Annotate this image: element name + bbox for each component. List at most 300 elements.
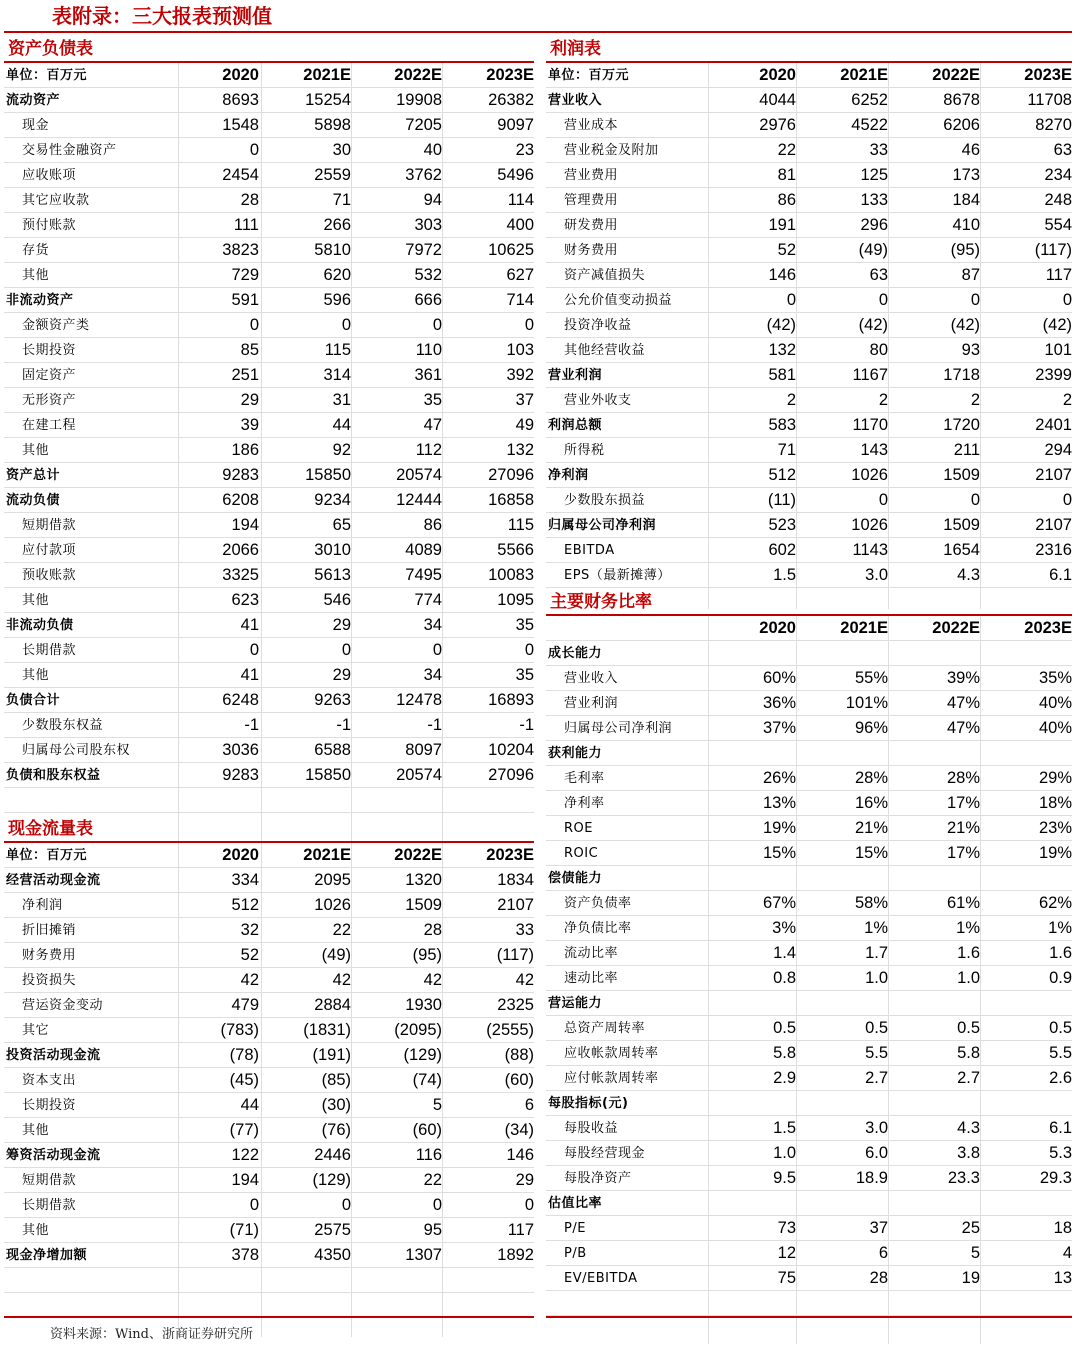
value-cell-4: 37: [515, 391, 534, 409]
value-cell-3: 12444: [396, 491, 442, 509]
value-cell-3: 1.0: [957, 969, 980, 987]
table-row: [4, 163, 534, 188]
value-cell-2: 31: [332, 391, 351, 409]
row-label: 应付帐款周转率: [564, 1071, 659, 1086]
row-label: 短期借款: [22, 1173, 77, 1188]
cash-flow-table: [4, 816, 534, 1318]
row-label: 投资活动现金流: [6, 1048, 101, 1063]
value-cell-1: 6208: [222, 491, 259, 509]
value-cell-2: 546: [323, 591, 351, 609]
value-cell-4: 0.9: [1049, 969, 1072, 987]
table-row: [4, 1243, 534, 1268]
row-label: 营业利润: [548, 368, 603, 383]
table-row: [546, 991, 1072, 1016]
value-cell-3: (42): [950, 316, 980, 334]
row-label: 净负债比率: [564, 921, 632, 936]
table-row: [546, 766, 1072, 791]
row-label: 非流动资产: [6, 293, 74, 308]
row-label: 营业外收支: [564, 393, 632, 408]
value-cell-3: (129): [403, 1046, 442, 1064]
row-label: 应收帐款周转率: [564, 1046, 659, 1061]
value-cell-2: 596: [323, 291, 351, 309]
value-cell-1: 2976: [759, 116, 796, 134]
value-cell-2: 133: [860, 191, 888, 209]
value-cell-4: 400: [506, 216, 534, 234]
value-cell-1: 71: [777, 441, 796, 459]
value-cell-1: (11): [767, 491, 796, 509]
value-cell-3: 20574: [396, 766, 442, 784]
column-divider: [261, 63, 262, 843]
table-row: [4, 1168, 534, 1193]
value-cell-2: 1.7: [865, 944, 888, 962]
table-row: [4, 538, 534, 563]
value-cell-1: 28: [240, 191, 259, 209]
value-cell-2: (85): [321, 1071, 351, 1089]
value-cell-4: 2023E: [486, 846, 534, 864]
table-row: [546, 313, 1072, 338]
value-cell-4: 714: [506, 291, 534, 309]
table-row: [546, 413, 1072, 438]
value-cell-2: [800, 866, 888, 891]
table-row: [4, 138, 534, 163]
value-cell-1: 334: [231, 871, 259, 889]
value-cell-1: 0.5: [773, 1019, 796, 1037]
value-cell-3: 1%: [956, 919, 980, 937]
table-row: [546, 188, 1072, 213]
value-cell-3: 1320: [405, 871, 442, 889]
balance-sheet-title: 资产负债表: [4, 36, 534, 63]
table-row: [546, 213, 1072, 238]
financial-ratios-title: 主要财务比率: [546, 589, 1072, 616]
value-cell-1: 623: [231, 591, 259, 609]
value-cell-3: 7205: [405, 116, 442, 134]
value-cell-2: 6588: [314, 741, 351, 759]
row-label: 营业税金及附加: [564, 143, 659, 158]
value-cell-4: 40%: [1038, 719, 1072, 737]
table-row: [546, 1066, 1072, 1091]
table-row: [4, 563, 534, 588]
value-cell-2: [266, 1293, 351, 1318]
table-row: [546, 716, 1072, 741]
value-cell-3: 2.7: [957, 1069, 980, 1087]
value-cell-4: 26382: [488, 91, 534, 109]
row-label: 流动资产: [6, 93, 61, 108]
row-label: 金额资产类: [22, 318, 90, 333]
value-cell-3: 22: [423, 1171, 442, 1189]
column-divider: [351, 843, 352, 1337]
value-cell-2: 4350: [314, 1246, 351, 1264]
value-cell-2: 16%: [854, 794, 888, 812]
value-cell-1: 591: [231, 291, 259, 309]
row-label: 每股净资产: [564, 1171, 632, 1186]
table-row: [546, 1091, 1072, 1116]
table-row: [546, 641, 1072, 666]
value-cell-3: 21%: [946, 819, 980, 837]
value-cell-4: 2: [1062, 391, 1072, 409]
row-label: 营业成本: [564, 118, 619, 133]
table-row: [546, 113, 1072, 138]
value-cell-4: 10625: [488, 241, 534, 259]
value-cell-2: 5613: [314, 566, 351, 584]
page-title: 表附录：三大报表预测值: [52, 4, 272, 28]
value-cell-3: 2022E: [932, 66, 980, 84]
value-cell-4: [984, 741, 1072, 766]
value-cell-1: 146: [768, 266, 796, 284]
value-cell-3: 93: [961, 341, 980, 359]
value-cell-3: 17%: [946, 844, 980, 862]
table-row: [4, 688, 534, 713]
value-cell-2: 0: [341, 316, 351, 334]
value-cell-2: 15254: [305, 91, 351, 109]
value-cell-1: (78): [229, 1046, 259, 1064]
value-cell-1: 5.8: [773, 1044, 796, 1062]
value-cell-3: [892, 1191, 980, 1216]
row-label: 营业收入: [564, 671, 619, 686]
value-cell-2: 9263: [314, 691, 351, 709]
value-cell-3: 184: [952, 191, 980, 209]
value-cell-4: [450, 1293, 534, 1318]
value-cell-4: 0: [524, 641, 534, 659]
value-cell-1: 42: [240, 971, 259, 989]
value-cell-3: 112: [415, 441, 442, 459]
value-cell-4: 1%: [1048, 919, 1072, 937]
row-label: 归属母公司净利润: [564, 721, 673, 736]
value-cell-3: 1307: [405, 1246, 442, 1264]
value-cell-4: 132: [506, 441, 534, 459]
value-cell-3: 110: [415, 341, 442, 359]
value-cell-2: 1167: [852, 366, 888, 384]
value-cell-4: 11708: [1027, 91, 1072, 109]
table-row: [546, 488, 1072, 513]
table-row: [4, 763, 534, 788]
value-cell-2: 2095: [314, 871, 351, 889]
value-cell-2: 0.5: [865, 1019, 888, 1037]
value-cell-3: 7972: [405, 241, 442, 259]
value-cell-2: 0: [341, 641, 351, 659]
value-cell-3: [356, 1293, 442, 1318]
value-cell-1: 1.5: [773, 566, 796, 584]
table-row: [4, 918, 534, 943]
value-cell-4: 29: [515, 1171, 534, 1189]
value-cell-2: 29: [332, 616, 351, 634]
row-label: 长期投资: [22, 1098, 77, 1113]
table-row: [4, 1043, 534, 1068]
table-row: [546, 891, 1072, 916]
table-row: [546, 363, 1072, 388]
table-row: [4, 213, 534, 238]
value-cell-2: 4522: [851, 116, 888, 134]
value-cell-2: 5810: [314, 241, 351, 259]
value-cell-2: [800, 991, 888, 1016]
value-cell-3: 8678: [943, 91, 980, 109]
value-cell-4: 1.6: [1049, 944, 1072, 962]
row-label: 公允价值变动损益: [564, 293, 673, 308]
value-cell-2: 92: [332, 441, 351, 459]
value-cell-4: 0: [1062, 291, 1072, 309]
value-cell-3: (95): [412, 946, 442, 964]
value-cell-1: 19%: [762, 819, 796, 837]
value-cell-1: 13%: [762, 794, 796, 812]
value-cell-3: 94: [423, 191, 442, 209]
value-cell-1: 512: [768, 466, 796, 484]
table-row: [4, 738, 534, 763]
table-row: [4, 313, 534, 338]
table-row: [4, 463, 534, 488]
table-row: [4, 188, 534, 213]
value-cell-1: 39: [240, 416, 259, 434]
value-cell-1: (42): [766, 316, 796, 334]
value-cell-4: 18%: [1038, 794, 1072, 812]
value-cell-1: 122: [231, 1146, 259, 1164]
value-cell-2: 15850: [305, 466, 351, 484]
header-row: [4, 843, 534, 868]
row-label: 其他: [22, 443, 50, 458]
value-cell-2: 296: [860, 216, 888, 234]
row-label: 其他: [22, 593, 50, 608]
left-bottom-rule: [4, 1316, 534, 1318]
value-cell-4: 27096: [488, 766, 534, 784]
value-cell-2: 29: [332, 666, 351, 684]
value-cell-4: 2107: [1035, 516, 1072, 534]
value-cell-1: 12: [777, 1244, 796, 1262]
row-label: 长期借款: [22, 643, 77, 658]
value-cell-1: 15%: [762, 844, 796, 862]
value-cell-1: 9283: [222, 466, 259, 484]
value-cell-1: 479: [231, 996, 259, 1014]
row-label: 其他: [22, 1223, 50, 1238]
value-cell-3: 86: [423, 516, 442, 534]
value-cell-2: 65: [332, 516, 351, 534]
table-row: [546, 463, 1072, 488]
value-cell-3: 4.3: [957, 566, 980, 584]
row-label: 资产负债率: [564, 896, 632, 911]
row-label: 在建工程: [22, 418, 77, 433]
value-cell-2: [800, 1091, 888, 1116]
row-label: 每股指标(元): [548, 1096, 629, 1111]
value-cell-4: 0: [1062, 491, 1072, 509]
table-row: [4, 893, 534, 918]
value-cell-3: [356, 788, 442, 813]
value-cell-4: 33: [515, 921, 534, 939]
table-row: [546, 691, 1072, 716]
table-row: [4, 1143, 534, 1168]
value-cell-2: [266, 1268, 351, 1293]
row-label: 其他: [22, 1123, 50, 1138]
value-cell-2: 620: [323, 266, 351, 284]
value-cell-3: 361: [414, 366, 442, 384]
value-cell-2: 5898: [314, 116, 351, 134]
value-cell-4: 18: [1053, 1219, 1072, 1237]
row-label: 财务费用: [22, 948, 77, 963]
column-divider: [178, 843, 179, 1337]
value-cell-1: 32: [240, 921, 259, 939]
value-cell-3: 35: [423, 391, 442, 409]
value-cell-3: 6206: [943, 116, 980, 134]
row-label: 投资损失: [22, 973, 77, 988]
value-cell-4: 49: [515, 416, 534, 434]
value-cell-1: 2454: [222, 166, 259, 184]
value-cell-4: 117: [1045, 266, 1072, 284]
value-cell-2: 1026: [851, 516, 888, 534]
value-cell-2: 0: [878, 291, 888, 309]
table-row: [4, 1268, 534, 1293]
column-divider: [442, 63, 443, 843]
value-cell-3: 47%: [946, 694, 980, 712]
table-row: [4, 1118, 534, 1143]
value-cell-1: 67%: [762, 894, 796, 912]
value-cell-3: 34: [423, 666, 442, 684]
value-cell-4: 2.6: [1049, 1069, 1072, 1087]
value-cell-4: 5496: [497, 166, 534, 184]
value-cell-4: [984, 991, 1072, 1016]
value-cell-1: 29: [240, 391, 259, 409]
table-row: [546, 88, 1072, 113]
value-cell-3: 0: [970, 291, 980, 309]
row-label: 其他经营收益: [564, 343, 646, 358]
value-cell-1: 1548: [222, 116, 259, 134]
value-cell-3: 1.6: [957, 944, 980, 962]
right-bottom-rule: [546, 1316, 1072, 1318]
row-label: P/E: [564, 1221, 586, 1236]
cash-flow-title: 现金流量表: [4, 816, 534, 843]
row-label: 成长能力: [548, 646, 603, 661]
table-row: [546, 338, 1072, 363]
value-cell-3: [356, 1268, 442, 1293]
column-divider: [796, 63, 797, 609]
value-cell-2: 58%: [854, 894, 888, 912]
value-cell-3: 211: [953, 441, 980, 459]
row-label: 偿债能力: [548, 871, 603, 886]
table-row: [546, 741, 1072, 766]
value-cell-4: 2325: [497, 996, 534, 1014]
value-cell-4: [984, 641, 1072, 666]
balance-sheet-table: [4, 36, 534, 813]
table-row: [546, 563, 1072, 588]
value-cell-1: 0: [786, 291, 796, 309]
value-cell-4: 27096: [488, 466, 534, 484]
row-label: 单位：百万元: [548, 68, 630, 83]
row-label: 投资净收益: [564, 318, 632, 333]
table-row: [4, 413, 534, 438]
row-label: 每股收益: [564, 1121, 619, 1136]
value-cell-1: 60%: [762, 669, 796, 687]
value-cell-2: (42): [858, 316, 888, 334]
value-cell-3: 28: [423, 921, 442, 939]
row-label: 研发费用: [564, 218, 619, 233]
value-cell-4: 62%: [1038, 894, 1072, 912]
table-row: [4, 1068, 534, 1093]
table-row: [4, 868, 534, 893]
value-cell-4: 9097: [497, 116, 534, 134]
value-cell-2: 28: [869, 1269, 888, 1287]
row-label: 流动比率: [564, 946, 619, 961]
value-cell-1: (71): [229, 1221, 259, 1239]
value-cell-1: 4044: [759, 91, 796, 109]
value-cell-1: -1: [244, 716, 259, 734]
row-label: 现金净增加额: [6, 1248, 88, 1263]
row-label: 单位：百万元: [6, 68, 88, 83]
value-cell-4: 5.5: [1049, 1044, 1072, 1062]
table-row: [4, 613, 534, 638]
table-row: [4, 238, 534, 263]
value-cell-1: 75: [777, 1269, 796, 1287]
value-cell-3: 3.8: [957, 1144, 980, 1162]
table-row: [4, 88, 534, 113]
row-label: 现金: [22, 118, 50, 133]
value-cell-3: (2095): [394, 1021, 442, 1039]
value-cell-4: [984, 1291, 1072, 1316]
row-label: 交易性金融资产: [22, 143, 117, 158]
value-cell-4: -1: [519, 716, 534, 734]
value-cell-2: 21%: [854, 819, 888, 837]
value-cell-3: 4.3: [957, 1119, 980, 1137]
value-cell-3: 42: [423, 971, 442, 989]
table-row: [546, 163, 1072, 188]
row-label: 资产总计: [6, 468, 61, 483]
value-cell-1: 583: [768, 416, 796, 434]
value-cell-1: 194: [231, 1171, 259, 1189]
value-cell-2: 1%: [864, 919, 888, 937]
value-cell-1: [178, 788, 259, 813]
row-label: 负债合计: [6, 693, 61, 708]
value-cell-3: 2022E: [394, 66, 442, 84]
row-label: 净利润: [548, 468, 589, 483]
row-label: EV/EBITDA: [564, 1271, 638, 1286]
value-cell-3: 1509: [405, 896, 442, 914]
value-cell-1: 3325: [222, 566, 259, 584]
table-row: [546, 388, 1072, 413]
table-row: [4, 968, 534, 993]
value-cell-1: 36%: [762, 694, 796, 712]
value-cell-2: (49): [858, 241, 888, 259]
value-cell-3: 19: [961, 1269, 980, 1287]
value-cell-1: [178, 1293, 259, 1318]
value-cell-2: 22: [332, 921, 351, 939]
value-cell-4: [450, 1268, 534, 1293]
value-cell-2: 314: [323, 366, 351, 384]
row-label: 归属母公司股东权: [22, 743, 131, 758]
value-cell-2: 2021E: [303, 846, 351, 864]
value-cell-1: 1.4: [773, 944, 796, 962]
table-row: [4, 713, 534, 738]
row-label: P/B: [564, 1246, 587, 1261]
value-cell-3: 47%: [946, 719, 980, 737]
value-cell-1: 602: [768, 541, 796, 559]
row-label: 流动负债: [6, 493, 61, 508]
value-cell-2: 6.0: [865, 1144, 888, 1162]
value-cell-4: 1095: [497, 591, 534, 609]
value-cell-3: 116: [415, 1146, 442, 1164]
row-label: 其他: [22, 668, 50, 683]
table-row: [546, 138, 1072, 163]
value-cell-2: (1831): [303, 1021, 351, 1039]
table-row: [4, 943, 534, 968]
value-cell-1: 3823: [222, 241, 259, 259]
value-cell-3: 39%: [946, 669, 980, 687]
table-row: [4, 438, 534, 463]
value-cell-1: 378: [231, 1246, 259, 1264]
column-divider: [888, 63, 889, 609]
value-cell-3: 0: [432, 641, 442, 659]
value-cell-3: 5: [432, 1096, 442, 1114]
row-label: 筹资活动现金流: [6, 1148, 101, 1163]
row-label: 固定资产: [22, 368, 77, 383]
value-cell-1: 9.5: [773, 1169, 796, 1187]
row-label: 财务费用: [564, 243, 619, 258]
column-divider: [351, 63, 352, 843]
row-label: ROIC: [564, 846, 599, 861]
value-cell-4: 63: [1053, 141, 1072, 159]
